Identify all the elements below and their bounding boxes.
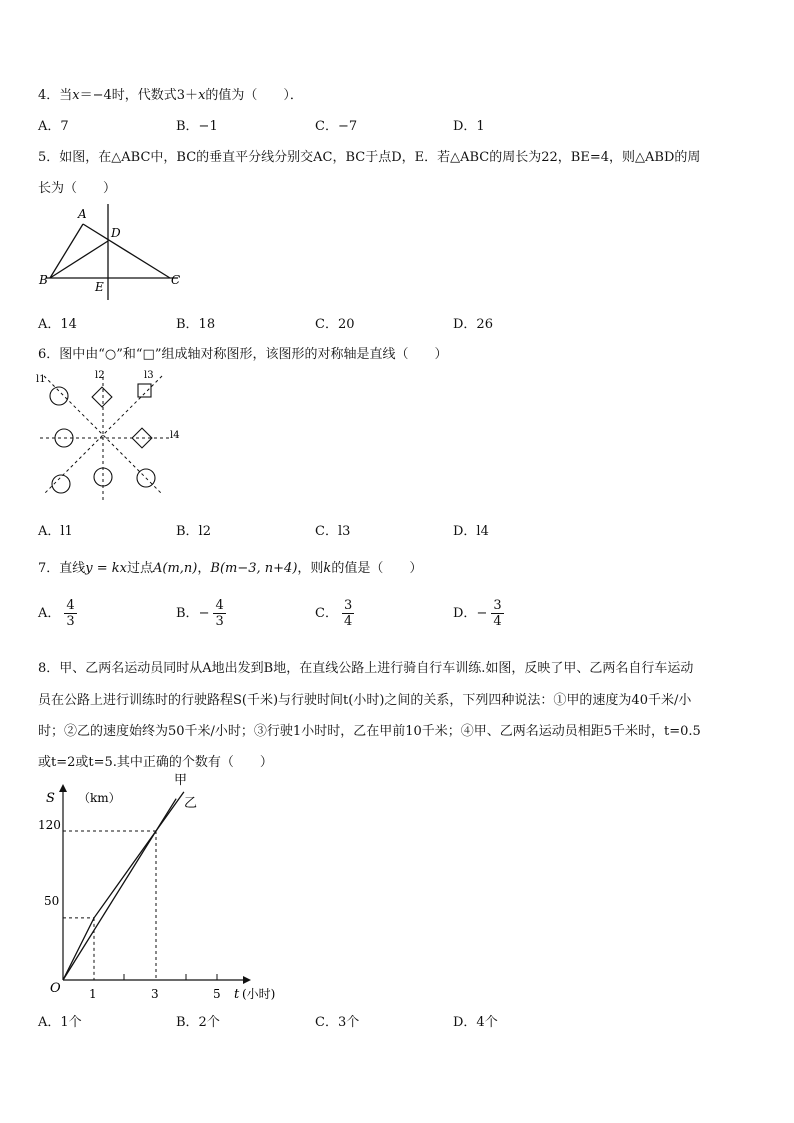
q8-stem-line1: 8．甲、乙两名运动员同时从A地出发到B地，在直线公路上进行骑自行车训练.如图，反映了甲、乙两名自行车运动 [38, 661, 694, 676]
q4-stem: 4．当x＝−4时，代数式3＋x的值为（ ）． [38, 88, 303, 103]
q8-option-b[interactable]: B．2个 [176, 1015, 220, 1030]
segment-ac [83, 224, 170, 278]
q7-option-a[interactable]: A． $\frac{4}{3}$ [38, 598, 75, 629]
x-tick-label-1: 1 [89, 987, 97, 1001]
q7-options [38, 598, 758, 638]
q5-options [38, 313, 758, 333]
q7-option-d[interactable]: D．− $\frac{3}{4}$ [453, 598, 502, 629]
square-top-right [138, 384, 151, 397]
q8-options [38, 1011, 758, 1031]
q5-option-c[interactable]: C．20 [315, 317, 355, 332]
label-c: C [171, 273, 181, 287]
q6-options [38, 520, 758, 540]
label-d: D [111, 226, 121, 240]
diamond-top [92, 387, 112, 407]
q7-option-b[interactable]: B．− $\frac{4}{3}$ [176, 598, 224, 629]
q6-option-b[interactable]: B．l2 [176, 524, 211, 539]
label-l1: l1 [36, 374, 46, 385]
segment-ba [50, 224, 83, 278]
q6-stem: 6．图中由“○”和“□”组成轴对称图形，该图形的对称轴是直线（ ） [38, 347, 448, 362]
x-tick-label-3: 3 [151, 987, 159, 1001]
q8-option-d[interactable]: D．4个 [453, 1015, 498, 1030]
origin-label: O [50, 981, 61, 996]
y-axis-arrow-icon [59, 784, 67, 792]
series-label-yi: 乙 [184, 796, 198, 811]
x-axis-arrow-icon [243, 976, 251, 984]
q8-distance-time-graph [38, 770, 328, 1010]
q6-option-c[interactable]: C．l3 [315, 524, 351, 539]
x-axis-label: t [234, 987, 240, 1002]
label-a: A [78, 207, 87, 221]
label-b: B [39, 273, 48, 287]
y-tick-label-120: 120 [38, 818, 61, 832]
q4-option-c[interactable]: C．−7 [315, 119, 358, 134]
q5-option-d[interactable]: D．26 [453, 317, 493, 332]
q4-option-a[interactable]: A．7 [38, 119, 69, 134]
q4-option-d[interactable]: D．1 [453, 119, 485, 134]
segment-bd [50, 241, 108, 278]
label-l4: l4 [170, 430, 180, 441]
q8-stem-line2: 员在公路上进行训练时的行驶路程S(千米)与行驶时间t(小时)之间的关系，下列四种说法：①甲的速度为40千米/小 [38, 693, 692, 708]
series-label-jia: 甲 [174, 773, 188, 788]
q6-option-d[interactable]: D．l4 [453, 524, 489, 539]
q7-option-c[interactable]: C． $\frac{3}{4}$ [315, 598, 353, 629]
circle-bottom [94, 468, 112, 486]
y-tick-label-50: 50 [44, 894, 60, 908]
q8-stem-line3: 时；②乙的速度始终为50千米/小时；③行驶1小时时，乙在甲前10千米；④甲、乙两名运动员相距5千米时，t=0.5 [38, 724, 701, 739]
label-l2: l2 [95, 370, 105, 381]
q6-option-a[interactable]: A．l1 [38, 524, 73, 539]
q4-option-b[interactable]: B．−1 [176, 119, 218, 134]
q5-option-a[interactable]: A．14 [38, 317, 77, 332]
q5-stem-line1: 5．如图，在△ABC中，BC的垂直平分线分别交AC，BC于点D，E．若△ABC的周长为22，BE=4，则△ABD的周 [38, 150, 701, 165]
q5-stem-line2: 长为（ ） [38, 181, 117, 196]
q4-options [38, 115, 758, 135]
y-axis-unit: （km） [78, 791, 121, 805]
q8-option-c[interactable]: C．3个 [315, 1015, 360, 1030]
q5-triangle-figure [38, 200, 183, 300]
q5-option-b[interactable]: B．18 [176, 317, 216, 332]
label-l3: l3 [144, 370, 154, 381]
x-tick-label-5: 5 [213, 987, 221, 1001]
q8-stem-line4: 或t=2或t=5.其中正确的个数有（ ） [38, 755, 273, 770]
q8-option-a[interactable]: A．1个 [38, 1015, 82, 1030]
x-axis-unit: (小时) [242, 987, 276, 1001]
circle-top-left [50, 387, 68, 405]
q6-symmetry-figure [34, 366, 184, 506]
label-e: E [95, 280, 104, 294]
y-axis-label: S [46, 791, 55, 806]
q7-stem: 7．直线y = kx过点A(m,n)，B(m−3, n+4)，则k的值是（ ） [38, 561, 423, 576]
